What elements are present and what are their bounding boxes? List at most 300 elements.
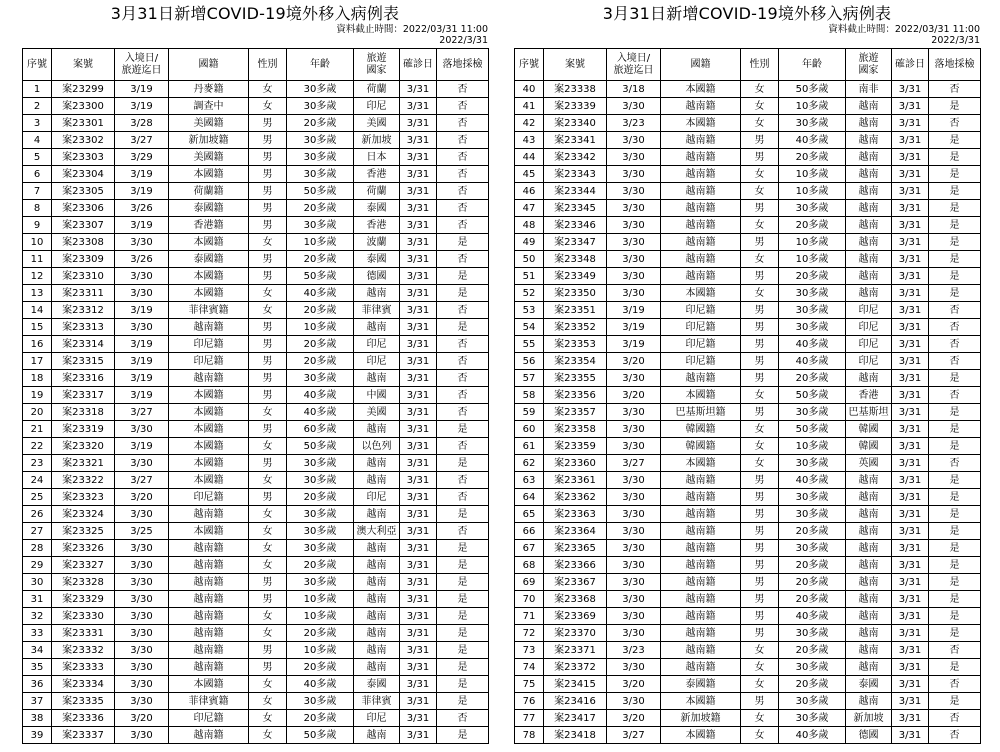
cell-col-sex: 女 (741, 727, 779, 744)
cell-col-travel-country: 荷蘭 (354, 81, 400, 98)
cell-col-confirm-date: 3/31 (400, 455, 437, 472)
case-table-panel-right (514, 0, 980, 744)
cell-col-airport-test: 是 (437, 659, 489, 676)
cell-col-sex: 女 (741, 115, 779, 132)
cell-col-seq: 4 (23, 132, 52, 149)
case-table (514, 48, 981, 744)
cell-col-entry-date: 3/30 (115, 608, 169, 625)
cell-col-nationality: 越南籍 (169, 659, 249, 676)
table-row (23, 251, 489, 268)
cell-col-confirm-date: 3/31 (400, 251, 437, 268)
header-line: 旅遊 (858, 52, 879, 64)
table-row (23, 642, 489, 659)
cell-col-confirm-date: 3/31 (892, 608, 929, 625)
cell-col-airport-test: 是 (437, 693, 489, 710)
cell-col-travel-country: 印尼 (846, 302, 892, 319)
cell-col-case-id: 案23325 (52, 523, 115, 540)
cell-col-case-id: 案23360 (544, 455, 607, 472)
cell-col-case-id: 案23355 (544, 370, 607, 387)
table-row (515, 489, 981, 506)
cell-col-seq: 11 (23, 251, 52, 268)
cell-col-entry-date: 3/19 (607, 336, 661, 353)
cell-col-confirm-date: 3/31 (400, 183, 437, 200)
cell-col-seq: 18 (23, 370, 52, 387)
cell-col-age: 20多歲 (287, 557, 354, 574)
cell-col-travel-country: 韓國 (846, 421, 892, 438)
cell-col-seq: 15 (23, 319, 52, 336)
cell-col-nationality: 越南籍 (661, 659, 741, 676)
cell-col-entry-date: 3/19 (607, 319, 661, 336)
cell-col-seq: 68 (515, 557, 544, 574)
cell-col-airport-test: 是 (929, 404, 981, 421)
cell-col-seq: 71 (515, 608, 544, 625)
cell-col-airport-test: 否 (929, 727, 981, 744)
cell-col-seq: 56 (515, 353, 544, 370)
cell-col-sex: 男 (249, 659, 287, 676)
cell-col-seq: 74 (515, 659, 544, 676)
table-row (515, 217, 981, 234)
cell-col-case-id: 案23329 (52, 591, 115, 608)
cell-col-nationality: 本國籍 (169, 166, 249, 183)
cell-col-confirm-date: 3/31 (892, 387, 929, 404)
cell-col-case-id: 案23301 (52, 115, 115, 132)
cell-col-travel-country: 越南 (846, 540, 892, 557)
cell-col-confirm-date: 3/31 (400, 132, 437, 149)
cell-col-case-id: 案23340 (544, 115, 607, 132)
cell-col-confirm-date: 3/31 (892, 149, 929, 166)
table-row (23, 438, 489, 455)
cell-col-case-id: 案23330 (52, 608, 115, 625)
cell-col-sex: 女 (249, 81, 287, 98)
cell-col-travel-country: 越南 (354, 642, 400, 659)
header-col-airport-test: 落地採檢 (437, 49, 489, 81)
cell-col-entry-date: 3/30 (115, 285, 169, 302)
cell-col-seq: 63 (515, 472, 544, 489)
cell-col-nationality: 泰國籍 (169, 251, 249, 268)
cell-col-airport-test: 是 (437, 540, 489, 557)
cell-col-sex: 男 (741, 319, 779, 336)
table-row (23, 115, 489, 132)
cell-col-confirm-date: 3/31 (892, 727, 929, 744)
cell-col-entry-date: 3/20 (607, 710, 661, 727)
cell-col-age: 40多歲 (779, 472, 846, 489)
table-row (515, 455, 981, 472)
cell-col-nationality: 越南籍 (169, 370, 249, 387)
cell-col-age: 50多歲 (287, 183, 354, 200)
cell-col-case-id: 案23343 (544, 166, 607, 183)
cell-col-case-id: 案23366 (544, 557, 607, 574)
cell-col-entry-date: 3/19 (115, 302, 169, 319)
report-date: 2022/3/31 (931, 35, 980, 46)
cell-col-seq: 52 (515, 285, 544, 302)
cell-col-travel-country: 美國 (354, 404, 400, 421)
cell-col-age: 30多歲 (287, 370, 354, 387)
cell-col-sex: 女 (249, 540, 287, 557)
cell-col-case-id: 案23318 (52, 404, 115, 421)
cell-col-nationality: 越南籍 (661, 166, 741, 183)
table-row (23, 285, 489, 302)
cell-col-nationality: 本國籍 (661, 727, 741, 744)
cell-col-confirm-date: 3/31 (400, 540, 437, 557)
cell-col-nationality: 調查中 (169, 98, 249, 115)
cell-col-nationality: 荷蘭籍 (169, 183, 249, 200)
cell-col-entry-date: 3/30 (115, 659, 169, 676)
cell-col-airport-test: 是 (929, 591, 981, 608)
header-col-age: 年齡 (779, 49, 846, 81)
cell-col-entry-date: 3/30 (115, 455, 169, 472)
cell-col-nationality: 本國籍 (661, 387, 741, 404)
cell-col-sex: 男 (249, 591, 287, 608)
header-line: 旅遊迄日 (613, 64, 654, 76)
table-row (515, 302, 981, 319)
cell-col-travel-country: 越南 (846, 268, 892, 285)
cell-col-seq: 1 (23, 81, 52, 98)
cell-col-sex: 女 (249, 710, 287, 727)
table-row (515, 132, 981, 149)
cell-col-case-id: 案23322 (52, 472, 115, 489)
cell-col-entry-date: 3/30 (115, 591, 169, 608)
cell-col-sex: 女 (741, 642, 779, 659)
cell-col-travel-country: 新加坡 (354, 132, 400, 149)
cell-col-age: 20多歲 (287, 336, 354, 353)
page-title: 3月31日新增COVID-19境外移入病例表 (110, 4, 400, 23)
cell-col-entry-date: 3/30 (607, 523, 661, 540)
cell-col-nationality: 越南籍 (169, 642, 249, 659)
cell-col-seq: 23 (23, 455, 52, 472)
cell-col-age: 20多歲 (287, 251, 354, 268)
cell-col-sex: 男 (741, 693, 779, 710)
cell-col-seq: 58 (515, 387, 544, 404)
cell-col-airport-test: 否 (929, 353, 981, 370)
cell-col-age: 10多歲 (779, 234, 846, 251)
cell-col-age: 30多歲 (287, 132, 354, 149)
cell-col-seq: 26 (23, 506, 52, 523)
cell-col-travel-country: 越南 (354, 727, 400, 744)
cell-col-travel-country: 印尼 (354, 489, 400, 506)
cell-col-case-id: 案23324 (52, 506, 115, 523)
cell-col-airport-test: 是 (929, 98, 981, 115)
cell-col-case-id: 案23303 (52, 149, 115, 166)
cell-col-case-id: 案23307 (52, 217, 115, 234)
cell-col-sex: 男 (249, 336, 287, 353)
cell-col-age: 30多歲 (287, 574, 354, 591)
cell-col-travel-country: 泰國 (846, 676, 892, 693)
cell-col-seq: 59 (515, 404, 544, 421)
header-line: 入境日/ (616, 52, 651, 64)
cell-col-entry-date: 3/30 (607, 217, 661, 234)
cell-col-nationality: 越南籍 (661, 98, 741, 115)
table-row (23, 506, 489, 523)
cell-col-nationality: 本國籍 (661, 115, 741, 132)
cell-col-age: 30多歲 (779, 625, 846, 642)
cell-col-travel-country: 越南 (846, 574, 892, 591)
cell-col-travel-country: 越南 (846, 523, 892, 540)
cell-col-travel-country: 印尼 (846, 319, 892, 336)
cell-col-sex: 男 (249, 251, 287, 268)
cell-col-seq: 64 (515, 489, 544, 506)
cell-col-sex: 女 (249, 557, 287, 574)
cell-col-case-id: 案23359 (544, 438, 607, 455)
cell-col-entry-date: 3/27 (115, 472, 169, 489)
cell-col-confirm-date: 3/31 (400, 353, 437, 370)
cell-col-airport-test: 是 (929, 421, 981, 438)
cell-col-nationality: 越南籍 (169, 557, 249, 574)
cell-col-age: 20多歲 (287, 353, 354, 370)
cell-col-sex: 女 (741, 710, 779, 727)
cell-col-travel-country: 越南 (354, 455, 400, 472)
cell-col-seq: 24 (23, 472, 52, 489)
cell-col-entry-date: 3/30 (607, 234, 661, 251)
cell-col-travel-country: 越南 (354, 659, 400, 676)
cell-col-travel-country: 越南 (846, 149, 892, 166)
cell-col-sex: 男 (741, 557, 779, 574)
cell-col-seq: 22 (23, 438, 52, 455)
table-row (515, 251, 981, 268)
table-row (515, 676, 981, 693)
cell-col-confirm-date: 3/31 (892, 506, 929, 523)
cell-col-sex: 女 (741, 285, 779, 302)
cell-col-entry-date: 3/27 (607, 727, 661, 744)
cell-col-nationality: 印尼籍 (169, 336, 249, 353)
cell-col-case-id: 案23358 (544, 421, 607, 438)
data-cutoff-time: 資料截止時間：2022/03/31 11:00 (336, 24, 488, 35)
cell-col-travel-country: 越南 (354, 319, 400, 336)
cell-col-sex: 女 (741, 98, 779, 115)
cell-col-seq: 35 (23, 659, 52, 676)
cell-col-travel-country: 香港 (846, 387, 892, 404)
cell-col-nationality: 韓國籍 (661, 438, 741, 455)
cell-col-seq: 2 (23, 98, 52, 115)
cell-col-airport-test: 否 (437, 710, 489, 727)
cell-col-case-id: 案23335 (52, 693, 115, 710)
table-row (23, 489, 489, 506)
cell-col-entry-date: 3/30 (607, 149, 661, 166)
cell-col-travel-country: 英國 (846, 455, 892, 472)
cell-col-nationality: 新加坡籍 (169, 132, 249, 149)
cell-col-nationality: 印尼籍 (661, 353, 741, 370)
table-row (515, 404, 981, 421)
table-row (515, 115, 981, 132)
cell-col-case-id: 案23314 (52, 336, 115, 353)
cell-col-entry-date: 3/30 (607, 608, 661, 625)
cell-col-entry-date: 3/19 (115, 183, 169, 200)
cell-col-sex: 男 (249, 387, 287, 404)
cell-col-sex: 女 (249, 693, 287, 710)
cell-col-seq: 10 (23, 234, 52, 251)
cell-col-travel-country: 新加坡 (846, 710, 892, 727)
cell-col-age: 20多歲 (287, 115, 354, 132)
cell-col-travel-country: 澳大利亞 (354, 523, 400, 540)
cell-col-seq: 28 (23, 540, 52, 557)
table-row (515, 421, 981, 438)
cell-col-seq: 45 (515, 166, 544, 183)
cell-col-case-id: 案23415 (544, 676, 607, 693)
cell-col-case-id: 案23352 (544, 319, 607, 336)
cell-col-confirm-date: 3/31 (892, 557, 929, 574)
cell-col-case-id: 案23368 (544, 591, 607, 608)
cell-col-nationality: 越南籍 (661, 557, 741, 574)
cell-col-entry-date: 3/30 (607, 591, 661, 608)
cell-col-airport-test: 是 (929, 149, 981, 166)
cell-col-nationality: 越南籍 (661, 625, 741, 642)
table-row (23, 98, 489, 115)
cell-col-sex: 女 (741, 455, 779, 472)
cell-col-seq: 41 (515, 98, 544, 115)
cell-col-confirm-date: 3/31 (400, 574, 437, 591)
cell-col-case-id: 案23361 (544, 472, 607, 489)
cell-col-age: 40多歲 (779, 353, 846, 370)
cell-col-case-id: 案23323 (52, 489, 115, 506)
cell-col-entry-date: 3/30 (607, 285, 661, 302)
cell-col-airport-test: 否 (929, 302, 981, 319)
cell-col-confirm-date: 3/31 (400, 234, 437, 251)
cell-col-entry-date: 3/30 (607, 574, 661, 591)
cell-col-nationality: 印尼籍 (169, 353, 249, 370)
cell-col-case-id: 案23370 (544, 625, 607, 642)
cell-col-entry-date: 3/19 (115, 387, 169, 404)
cell-col-sex: 女 (741, 421, 779, 438)
cell-col-travel-country: 韓國 (846, 438, 892, 455)
cell-col-travel-country: 越南 (354, 285, 400, 302)
cell-col-sex: 女 (249, 472, 287, 489)
cell-col-airport-test: 否 (929, 642, 981, 659)
cell-col-seq: 72 (515, 625, 544, 642)
cell-col-confirm-date: 3/31 (892, 183, 929, 200)
cell-col-age: 30多歲 (287, 523, 354, 540)
cell-col-nationality: 越南籍 (169, 591, 249, 608)
table-row (23, 132, 489, 149)
cell-col-sex: 男 (741, 574, 779, 591)
header-line: 旅遊 (366, 52, 387, 64)
cell-col-age: 20多歲 (779, 642, 846, 659)
table-row (23, 540, 489, 557)
cell-col-entry-date: 3/27 (607, 455, 661, 472)
cell-col-confirm-date: 3/31 (400, 506, 437, 523)
cell-col-case-id: 案23320 (52, 438, 115, 455)
table-row (515, 642, 981, 659)
cell-col-age: 20多歲 (779, 574, 846, 591)
cell-col-age: 40多歲 (287, 285, 354, 302)
table-row (515, 557, 981, 574)
cell-col-confirm-date: 3/31 (400, 591, 437, 608)
cell-col-travel-country: 越南 (846, 234, 892, 251)
cell-col-age: 20多歲 (287, 489, 354, 506)
cell-col-nationality: 本國籍 (661, 81, 741, 98)
cell-col-age: 20多歲 (779, 370, 846, 387)
cell-col-confirm-date: 3/31 (892, 591, 929, 608)
cell-col-sex: 男 (741, 404, 779, 421)
cell-col-sex: 男 (249, 455, 287, 472)
cell-col-age: 20多歲 (779, 149, 846, 166)
cell-col-nationality: 美國籍 (169, 149, 249, 166)
cell-col-confirm-date: 3/31 (892, 523, 929, 540)
cell-col-age: 30多歲 (779, 489, 846, 506)
cell-col-case-id: 案23310 (52, 268, 115, 285)
cell-col-airport-test: 否 (437, 404, 489, 421)
cell-col-seq: 47 (515, 200, 544, 217)
table-row (23, 625, 489, 642)
cell-col-airport-test: 是 (929, 693, 981, 710)
cell-col-travel-country: 越南 (846, 557, 892, 574)
table-row (515, 625, 981, 642)
cell-col-airport-test: 否 (929, 387, 981, 404)
cell-col-airport-test: 否 (437, 336, 489, 353)
cell-col-age: 50多歲 (287, 268, 354, 285)
cell-col-sex: 男 (741, 523, 779, 540)
cell-col-entry-date: 3/30 (607, 540, 661, 557)
cell-col-case-id: 案23349 (544, 268, 607, 285)
cell-col-age: 40多歲 (779, 727, 846, 744)
cell-col-travel-country: 泰國 (354, 200, 400, 217)
table-row (23, 81, 489, 98)
cell-col-case-id: 案23354 (544, 353, 607, 370)
cell-col-confirm-date: 3/31 (400, 217, 437, 234)
case-table-panel-left (22, 0, 488, 744)
cell-col-travel-country: 越南 (354, 557, 400, 574)
cell-col-travel-country: 印尼 (354, 336, 400, 353)
cell-col-sex: 男 (249, 370, 287, 387)
cell-col-age: 40多歲 (287, 676, 354, 693)
cell-col-age: 30多歲 (287, 540, 354, 557)
cell-col-nationality: 印尼籍 (661, 336, 741, 353)
cell-col-travel-country: 越南 (846, 98, 892, 115)
cell-col-confirm-date: 3/31 (400, 200, 437, 217)
cell-col-confirm-date: 3/31 (892, 540, 929, 557)
cell-col-confirm-date: 3/31 (892, 319, 929, 336)
cell-col-confirm-date: 3/31 (400, 625, 437, 642)
table-row (515, 234, 981, 251)
cell-col-entry-date: 3/25 (115, 523, 169, 540)
cell-col-airport-test: 否 (929, 319, 981, 336)
cell-col-seq: 6 (23, 166, 52, 183)
table-row (515, 727, 981, 744)
cell-col-confirm-date: 3/31 (400, 693, 437, 710)
cell-col-airport-test: 否 (929, 81, 981, 98)
table-row (515, 183, 981, 200)
cell-col-age: 30多歲 (779, 200, 846, 217)
cell-col-seq: 31 (23, 591, 52, 608)
cell-col-case-id: 案23351 (544, 302, 607, 319)
cell-col-sex: 男 (249, 149, 287, 166)
cell-col-nationality: 菲律賓籍 (169, 693, 249, 710)
cell-col-airport-test: 是 (437, 676, 489, 693)
cell-col-entry-date: 3/30 (115, 234, 169, 251)
cell-col-travel-country: 德國 (354, 268, 400, 285)
cell-col-age: 20多歲 (287, 659, 354, 676)
table-row (23, 336, 489, 353)
cell-col-airport-test: 是 (437, 319, 489, 336)
cell-col-airport-test: 否 (437, 302, 489, 319)
cell-col-airport-test: 是 (437, 591, 489, 608)
cell-col-travel-country: 南非 (846, 81, 892, 98)
cell-col-airport-test: 否 (437, 183, 489, 200)
cell-col-case-id: 案23309 (52, 251, 115, 268)
cell-col-entry-date: 3/26 (115, 251, 169, 268)
cell-col-confirm-date: 3/31 (892, 693, 929, 710)
cell-col-nationality: 本國籍 (169, 268, 249, 285)
cell-col-case-id: 案23353 (544, 336, 607, 353)
cell-col-airport-test: 是 (929, 370, 981, 387)
cell-col-seq: 60 (515, 421, 544, 438)
cell-col-confirm-date: 3/31 (400, 421, 437, 438)
cell-col-confirm-date: 3/31 (892, 438, 929, 455)
cell-col-confirm-date: 3/31 (892, 625, 929, 642)
cell-col-entry-date: 3/30 (607, 268, 661, 285)
cell-col-confirm-date: 3/31 (892, 115, 929, 132)
cell-col-seq: 69 (515, 574, 544, 591)
cell-col-entry-date: 3/30 (115, 574, 169, 591)
cell-col-case-id: 案23334 (52, 676, 115, 693)
